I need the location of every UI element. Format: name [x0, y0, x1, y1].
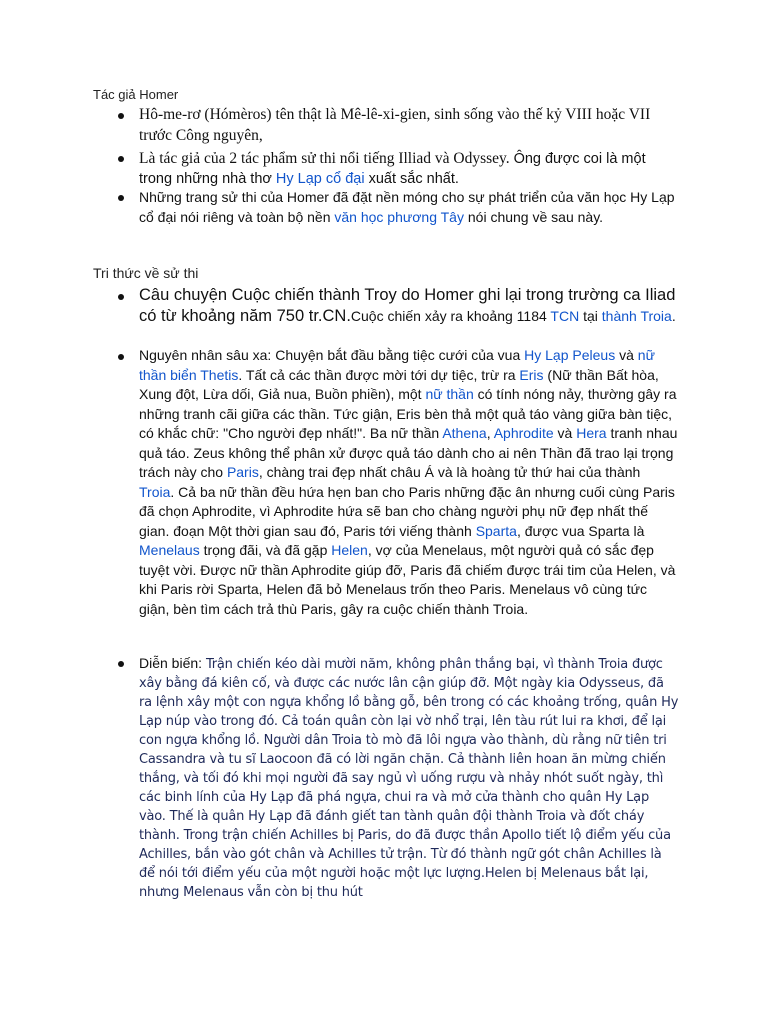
link-hy-lap-co-dai[interactable]: Hy Lạp cổ đại [275, 171, 365, 187]
paragraph-homer-legacy: Những trang sử thi của Homer đã đặt nền móng cho sự phát triển của văn học Hy Lạp cổ đại nói riêng và toàn bộ nền văn học phương Tây nói chung về sau này. [139, 189, 675, 225]
link-eris[interactable]: Eris [519, 366, 544, 383]
bullet-dot [118, 156, 124, 162]
link-thanh-troia[interactable]: thành Troia [601, 308, 672, 324]
link-athena[interactable]: Athena [442, 425, 487, 441]
link-troia[interactable]: Troia [139, 483, 171, 500]
section-heading-author: Tác giả Homer [93, 87, 179, 102]
section-heading-epic: Tri thức về sử thi [93, 265, 199, 281]
paragraph-events: Diễn biến: Trận chiến kéo dài mười năm, không phân thắng bại, vì thành Troia được xây bằng đá kiên cố, và được các nước lân cận giúp đỡ. Một ngày kia Odysseus, đã ra lệnh xây một con ngựa khổng lồ bằng gỗ, bên trong có các khoảng trống, quân Hy Lạp núp vào trong đó. Cả toán quân còn lại vờ nhổ trại, lên tàu rút lui ra khơi, để lại con ngựa khổng lồ. Người dân Troia tò mò đã lôi ngựa vào thành, dù rằng nữ tiên tri Cassandra và tu sĩ Laocoon đã có lời ngăn chặn. Cả thành liên hoan ăn mừng chiến thắng, và tối đó khi mọi người đã say ngủ vì uống rượu và nhảy nhót suốt ngày, thì các binh lính của Hy Lạp đã phá ngựa, chui ra và mở cửa thành cho quân Hy Lạp vào. Thế là quân Hy Lạp đã đánh giết tan tành quân đội thành Troia và đốt cháy thành. Trong trận chiến Achilles bị Paris, do đã được thần Apollo tiết lộ điểm yếu của Achilles, bắn vào gót chân và Achilles tử trận. Từ đó thành ngữ gót chân Achilles là để nói tới điểm yếu của một người hoặc một lực lượng.Helen bị Melenaus bắt lại, nhưng Melenaus vẫn còn bị thu hút [139, 655, 679, 900]
link-aphrodite[interactable]: Aphrodite [493, 425, 554, 441]
link-menelaus[interactable]: Menelaus [139, 542, 200, 558]
link-paris[interactable]: Paris [226, 464, 259, 480]
link-helen[interactable]: Helen [331, 542, 368, 558]
link-nu-than[interactable]: nữ thần [425, 386, 474, 402]
paragraph-homer-works: Là tác giả của 2 tác phẩm sử thi nổi tiếng Illiad và Odyssey. Ông được coi là một trong những nhà thơ Hy Lạp cổ đại xuất sắc nhất. [139, 150, 646, 187]
paragraph-cause: Nguyên nhân sâu xa: Chuyện bắt đầu bằng tiệc cưới của vua Hy Lạp Peleus và nữ thần biển Thetis. Tất cả các thần được mời tới dự tiệc, trừ ra Eris (Nữ thần Bất hòa, Xung đột, Lừa dối, Giả nua, Buồn phiền), một nữ thần có tính nóng nảy, thường gây ra những tranh cãi giữa các thần. Tức giận, Eris bèn thả một quả táo vàng giữa bàn tiệc, có khắc chữ: "Cho người đẹp nhất!". Ba nữ thần Athena, Aphrodite và Hera tranh nhau quả táo. Zeus không thể phân xử được quả táo dành cho ai nên Thần đã trao lại trọng trách này cho Paris, chàng trai đẹp nhất châu Á và là hoàng tử thứ hai của thành Troia. Cả ba nữ thần đều hứa hẹn ban cho Paris những đặc ân nhưng cuối cùng Paris đã chọn Aphrodite, vì Aphrodite hứa sẽ ban cho chàng người phụ nữ đẹp nhất thế gian. đoạn Một thời gian sau đó, Paris tới viếng thành Sparta, được vua Sparta là Menelaus trọng đãi, và đã gặp Helen, vợ của Menelaus, một người quả có sắc đẹp tuyệt vời. Được nữ thần Aphrodite giúp đỡ, Paris đã chiếm được trái tim của Helen, và khi Paris rời Sparta, Helen đã bỏ Menelaus trốn theo Paris. Menelaus vô cùng tức giận, bèn tìm cách trả thù Paris, gây ra cuộc chiến thành Troia. [139, 347, 678, 617]
link-van-hoc-phuong-tay[interactable]: văn học phương Tây [334, 208, 464, 225]
paragraph-homer-bio: Hô-me-rơ (Hómèros) tên thật là Mê-lê-xi-gien, sinh sống vào thế kỷ VIII hoặc VII trước Công nguyên, [139, 106, 651, 144]
bullet-dot [118, 195, 124, 201]
bullet-dot [118, 113, 124, 119]
paragraph-troy-story: Câu chuyện Cuộc chiến thành Troy do Homer ghi lại trong trường ca Iliad có từ khoảng năm 750 tr.CN.Cuộc chiến xảy ra khoảng 1184 TCN tại thành Troia. [139, 286, 676, 325]
bullet-dot [118, 294, 124, 300]
link-hera[interactable]: Hera [576, 425, 607, 441]
link-peleus[interactable]: Peleus [572, 347, 616, 363]
bullet-dot [118, 661, 124, 667]
bullet-dot [118, 354, 124, 360]
link-thetis[interactable]: nữ thần biển Thetis [139, 347, 655, 383]
link-sparta[interactable]: Sparta [475, 522, 517, 539]
link-hy-lap[interactable]: Hy Lạp [524, 347, 569, 363]
link-tcn[interactable]: TCN [550, 308, 580, 324]
